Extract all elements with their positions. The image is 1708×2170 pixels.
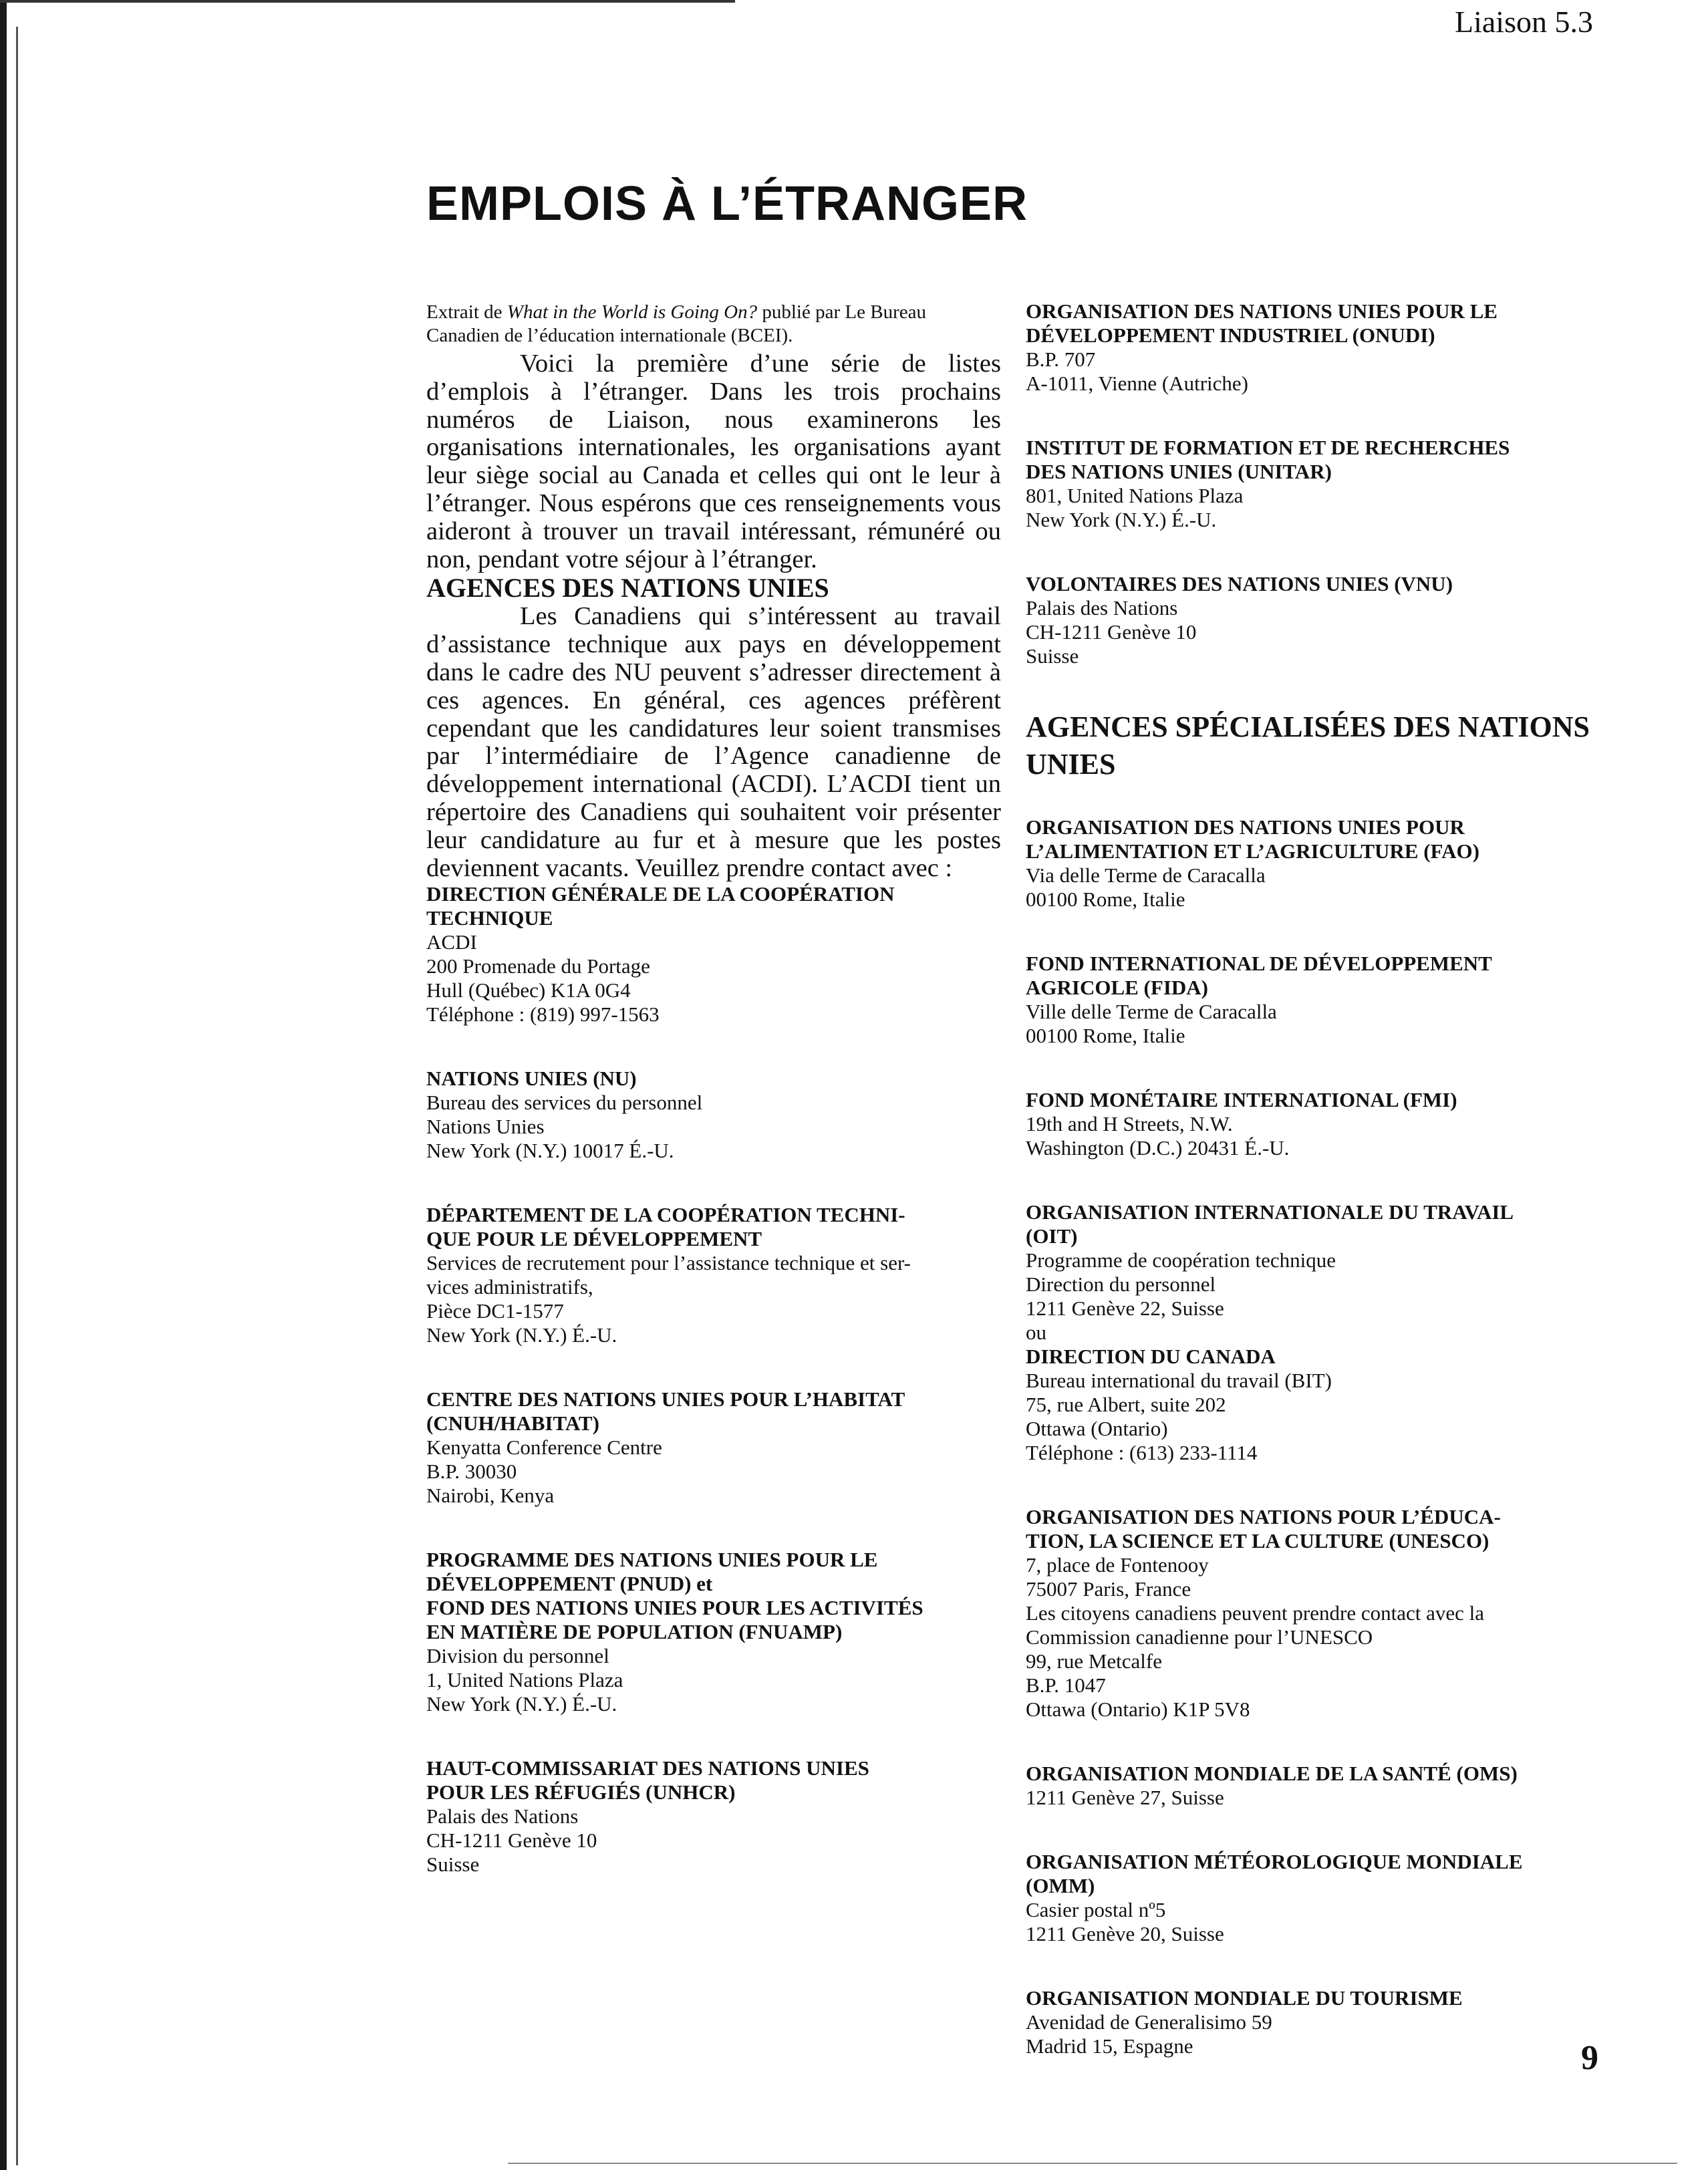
address-line: vices administratifs, — [426, 1275, 593, 1299]
address-line: 200 Promenade du Portage — [426, 954, 650, 978]
address-entry — [1026, 1850, 1607, 1946]
scan-edge-left — [0, 0, 7, 2170]
organization-name: DÉPARTEMENT DE LA COOPÉRATION TECHNI- — [426, 1203, 905, 1227]
address-line: New York (N.Y.) É.-U. — [426, 1692, 617, 1716]
organization-name: TION, LA SCIENCE ET LA CULTURE (UNESCO) — [1026, 1529, 1489, 1552]
address-entry — [1026, 1200, 1607, 1465]
address-line: B.P. 707 — [1026, 348, 1096, 371]
address-line: Bureau des services du personnel — [426, 1091, 703, 1115]
address-entry — [1026, 572, 1607, 668]
organization-name: FOND DES NATIONS UNIES POUR LES ACTIVITÉS — [426, 1596, 923, 1620]
address-line: Bureau international du travail (BIT) — [1026, 1369, 1332, 1392]
address-line: ACDI — [426, 930, 477, 954]
address-line: Kenyatta Conference Centre — [426, 1436, 662, 1460]
address-line: Ville delle Terme de Caracalla — [1026, 1000, 1277, 1023]
address-line: Suisse — [426, 1853, 480, 1877]
address-entry — [426, 1067, 1001, 1163]
address-line: Madrid 15, Espagne — [1026, 2034, 1193, 2058]
address-line: Palais des Nations — [426, 1804, 579, 1828]
address-line: A-1011, Vienne (Autriche) — [1026, 372, 1249, 395]
scan-edge-bottom — [508, 2163, 1677, 2164]
section-heading-agences: AGENCES DES NATIONS UNIES — [426, 573, 829, 603]
address-line: 801, United Nations Plaza — [1026, 484, 1244, 507]
running-header: Liaison 5.3 — [1455, 5, 1593, 39]
organization-name: (OMM) — [1026, 1874, 1095, 1897]
source-title: What in the World is Going On? — [507, 301, 758, 323]
address-line: 99, rue Metcalfe — [1026, 1649, 1162, 1673]
address-line: Téléphone : (613) 233-1114 — [1026, 1441, 1258, 1464]
address-line: Programme de coopération technique — [1026, 1248, 1336, 1272]
organization-name: DIRECTION DU CANADA — [1026, 1345, 1276, 1368]
address-line: 7, place de Fontenooy — [1026, 1553, 1209, 1577]
address-line: CH-1211 Genève 10 — [1026, 620, 1197, 644]
organization-name: POUR LES RÉFUGIÉS (UNHCR) — [426, 1780, 736, 1804]
address-line: 1, United Nations Plaza — [426, 1668, 623, 1692]
address-line: 1211 Genève 20, Suisse — [1026, 1922, 1224, 1945]
organization-name: VOLONTAIRES DES NATIONS UNIES (VNU) — [1026, 572, 1453, 595]
address-entry — [426, 1756, 1001, 1877]
organization-name: INSTITUT DE FORMATION ET DE RECHERCHES — [1026, 436, 1510, 459]
address-line: 75007 Paris, France — [1026, 1577, 1191, 1601]
address-line: 1211 Genève 27, Suisse — [1026, 1786, 1224, 1809]
organization-name: ORGANISATION DES NATIONS UNIES POUR — [1026, 815, 1465, 839]
address-line: B.P. 30030 — [426, 1460, 517, 1484]
address-line: New York (N.Y.) 10017 É.-U. — [426, 1139, 674, 1163]
source-note: Extrait de What in the World is Going On? publié par Le Bureau Canadien de l’éducation internationale (BCEI). — [426, 301, 926, 346]
address-entry — [426, 1548, 1001, 1716]
left-column — [426, 301, 1001, 1917]
organization-name: NATIONS UNIES (NU) — [426, 1067, 637, 1091]
organization-name: DIRECTION GÉNÉRALE DE LA COOPÉRATION — [426, 882, 895, 906]
address-line: B.P. 1047 — [1026, 1673, 1106, 1697]
address-line: Nairobi, Kenya — [426, 1484, 555, 1508]
organization-name: HAUT-COMMISSARIAT DES NATIONS UNIES — [426, 1756, 869, 1780]
address-entry — [1026, 952, 1607, 1048]
address-line: 75, rue Albert, suite 202 — [1026, 1393, 1226, 1416]
address-entry — [1026, 436, 1607, 532]
address-line: 19th and H Streets, N.W. — [1026, 1112, 1233, 1135]
organization-name: TECHNIQUE — [426, 906, 553, 930]
address-line: 1211 Genève 22, Suisse — [1026, 1297, 1224, 1320]
page-number: 9 — [1581, 2039, 1598, 2077]
address-line: Washington (D.C.) 20431 É.-U. — [1026, 1136, 1290, 1160]
address-line: Palais des Nations — [1026, 596, 1178, 620]
address-line: CH-1211 Genève 10 — [426, 1828, 597, 1853]
address-line: Nations Unies — [426, 1115, 545, 1139]
right-entries-un — [1026, 299, 1607, 668]
organization-name: ORGANISATION DES NATIONS UNIES POUR LE — [1026, 299, 1498, 323]
address-line: Division du personnel — [426, 1644, 609, 1668]
organization-name: ORGANISATION MONDIALE DU TOURISME — [1026, 1986, 1463, 2010]
organization-name: EN MATIÈRE DE POPULATION (FNUAMP) — [426, 1620, 843, 1644]
organization-name: DÉVELOPPEMENT INDUSTRIEL (ONUDI) — [1026, 323, 1435, 347]
address-line: Téléphone : (819) 997-1563 — [426, 1002, 660, 1027]
address-line: New York (N.Y.) É.-U. — [1026, 508, 1217, 531]
organization-name: (CNUH/HABITAT) — [426, 1411, 599, 1436]
agences-paragraph: Les Canadiens qui s’intéressent au travail d’assistance technique aux pays en développement dans le cadre des NU peuvent s’adresser directement à ces agences. En général, ces agences préfèrent cependant que les candidatures leur soient transmises par l’intermédiaire de l’Agence canadienne de développement international (ACDI). L’ACDI tient un répertoire des Canadiens qui souhaitent voir présenter leur candidature au fur et à mesure que les postes deviennent vacants. Veuillez prendre contact avec : — [426, 602, 1001, 882]
address-entry — [426, 1203, 1001, 1347]
organization-name: FOND MONÉTAIRE INTERNATIONAL (FMI) — [1026, 1088, 1457, 1111]
address-line: Pièce DC1-1577 — [426, 1299, 564, 1323]
address-entry — [426, 1387, 1001, 1508]
organization-name: ORGANISATION MÉTÉOROLOGIQUE MONDIALE — [1026, 1850, 1523, 1873]
organization-name: ORGANISATION MONDIALE DE LA SANTÉ (OMS) — [1026, 1762, 1518, 1785]
page-title: EMPLOIS À L’ÉTRANGER — [426, 177, 1028, 231]
organization-name: L’ALIMENTATION ET L’AGRICULTURE (FAO) — [1026, 839, 1479, 863]
address-line: Les citoyens canadiens peuvent prendre contact avec la — [1026, 1601, 1484, 1625]
organization-name: (OIT) — [1026, 1224, 1078, 1248]
address-line: Ottawa (Ontario) K1P 5V8 — [1026, 1698, 1250, 1721]
intro-paragraph: Voici la première d’une série de listes d’emplois à l’étranger. Dans les trois prochains numéros de Liaison, nous examinerons les organisations internationales, les organisations ayant leur siège social au Canada et celles qui ont le leur à l’étranger. Nous espérons que ces renseignements vous aideront à trouver un travail intéressant, rémunéré ou non, pendant votre séjour à l’étranger. — [426, 350, 1001, 573]
address-entry — [1026, 1505, 1607, 1722]
scan-edge-line — [16, 27, 18, 2165]
address-line: Direction du personnel — [1026, 1272, 1216, 1296]
address-line: Commission canadienne pour l’UNESCO — [1026, 1625, 1373, 1649]
organization-name: ORGANISATION INTERNATIONALE DU TRAVAIL — [1026, 1200, 1514, 1224]
right-column — [1026, 299, 1607, 2098]
address-entry — [1026, 815, 1607, 912]
address-line: Avenidad de Generalisimo 59 — [1026, 2010, 1272, 2034]
organization-name: FOND INTERNATIONAL DE DÉVELOPPEMENT — [1026, 952, 1492, 975]
address-line: Services de recrutement pour l’assistance technique et ser- — [426, 1251, 911, 1275]
address-line: Suisse — [1026, 644, 1079, 668]
organization-name: DÉVELOPPEMENT (PNUD) et — [426, 1572, 713, 1596]
address-entry — [1026, 1088, 1607, 1160]
address-line: Ottawa (Ontario) — [1026, 1417, 1168, 1440]
organization-name: AGRICOLE (FIDA) — [1026, 976, 1208, 999]
address-line: 00100 Rome, Italie — [1026, 1024, 1185, 1047]
organization-name: CENTRE DES NATIONS UNIES POUR L’HABITAT — [426, 1387, 905, 1411]
organization-name: PROGRAMME DES NATIONS UNIES POUR LE — [426, 1548, 878, 1572]
address-entry — [426, 882, 1001, 1027]
right-entries-specialized — [1026, 815, 1607, 2058]
organization-name: ORGANISATION DES NATIONS POUR L’ÉDUCA- — [1026, 1505, 1501, 1528]
address-entry — [1026, 1986, 1607, 2058]
address-line: Casier postal nº5 — [1026, 1898, 1166, 1921]
organization-name: DES NATIONS UNIES (UNITAR) — [1026, 460, 1332, 483]
address-line: New York (N.Y.) É.-U. — [426, 1323, 617, 1347]
section-heading-specialisees: AGENCES SPÉCIALISÉES DES NATIONS UNIES — [1026, 710, 1590, 781]
scan-edge-top — [0, 0, 735, 3]
address-line: Via delle Terme de Caracalla — [1026, 863, 1266, 887]
left-entries — [426, 882, 1001, 1877]
address-entry — [1026, 299, 1607, 396]
address-entry — [1026, 1762, 1607, 1810]
organization-name: QUE POUR LE DÉVELOPPEMENT — [426, 1227, 762, 1251]
address-line: 00100 Rome, Italie — [1026, 888, 1185, 911]
address-line: ou — [1026, 1321, 1046, 1344]
address-line: Hull (Québec) K1A 0G4 — [426, 978, 631, 1002]
